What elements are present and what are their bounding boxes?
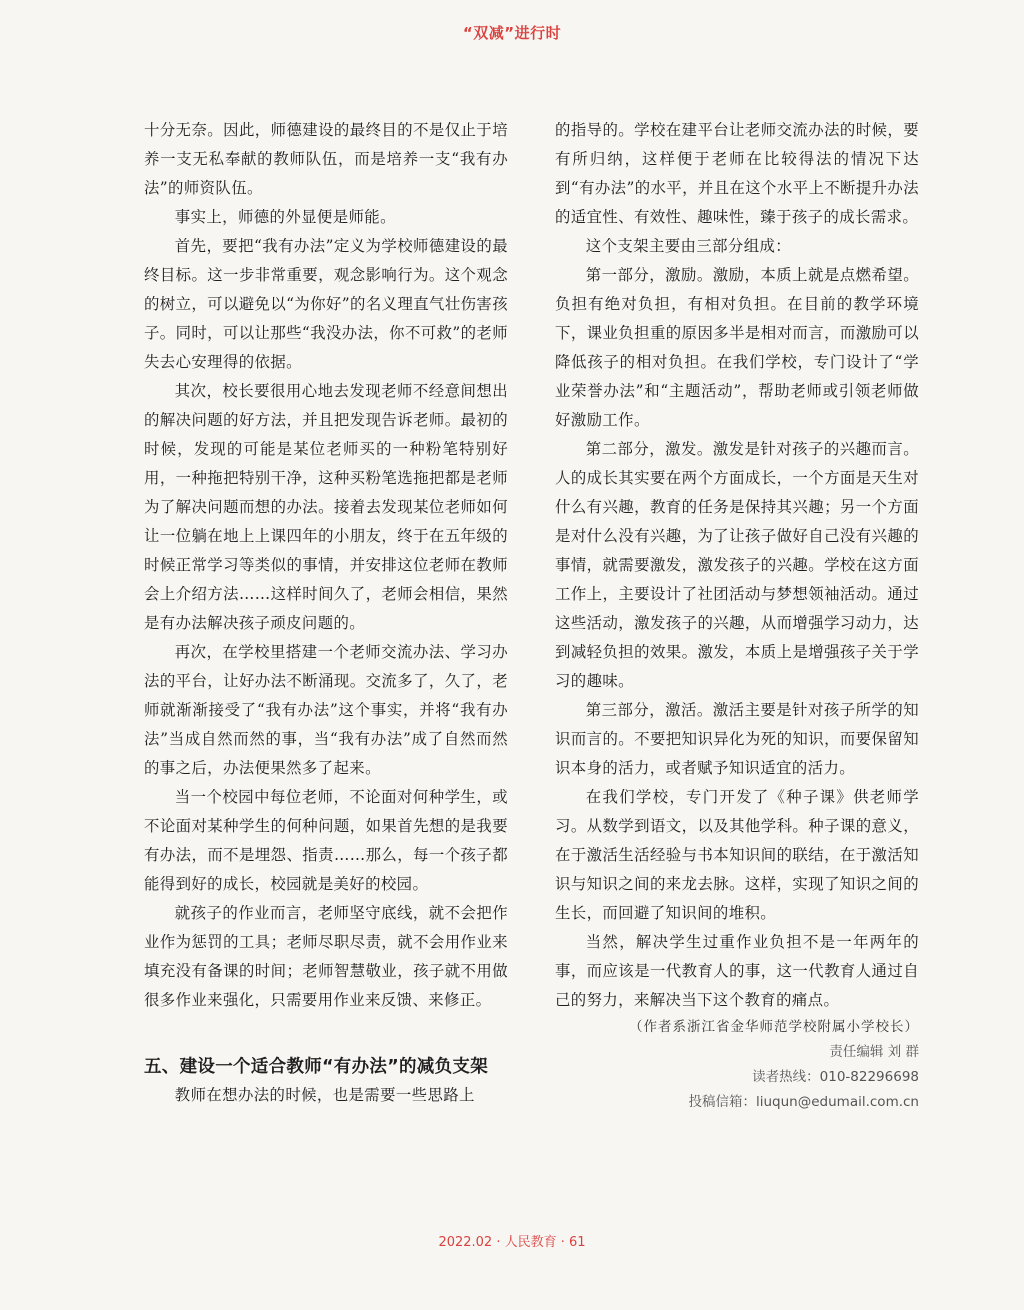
right-column: [555, 116, 919, 1115]
paragraph: 事实上，师德的外显便是师能。: [174, 208, 396, 226]
paragraph: 其次，校长要很用心地去发现老师不经意间想出的解决问题的好方法，并且把发现告诉老师。最初的时候，发现的可能是某位老师买的一种粉笔特别好用，一种拖把特别干净，这种买粉笔选拖把都是老师为了解决问题而想的办法。接着去发现某位老师如何让一位躺在地上上课四年的小朋友，终于在五年级的时候正常学习等类似的事情，并安排这位老师在教师会上介绍方法……这样时间久了，老师会相信，果然是有办法解决孩子顽皮问题的。: [144, 382, 508, 632]
paragraph: 再次，在学校里搭建一个老师交流办法、学习办法的平台，让好办法不断涌现。交流多了，久了，老师就渐渐接受了“我有办法”这个事实，并将“我有办法”当成自然而然的事，当“我有办法”成了自然而然的事之后，办法便果然多了起来。: [144, 643, 508, 777]
left-column: [144, 116, 508, 1110]
paragraph: 这个支架主要由三部分组成：: [585, 237, 792, 255]
paragraph: 的指导的。学校在建平台让老师交流办法的时候，要有所归纳，这样便于老师在比较得法的情况下达到“有办法”的水平，并且在这个水平上不断提升办法的适宜性、有效性、趣味性，臻于孩子的成长需求。: [555, 121, 919, 226]
section-header: “双减”进行时: [462, 24, 562, 42]
paragraph: 当然，解决学生过重作业负担不是一年两年的事，而应该是一代教育人的事，这一代教育人通过自己的努力，来解决当下这个教育的痛点。: [555, 933, 919, 1009]
reader-hotline: 读者热线：010-82296698: [752, 1069, 919, 1085]
paragraph: 第一部分，激励。激励，本质上就是点燃希望。负担有绝对负担，有相对负担。在目前的教学环境下，课业负担重的原因多半是相对而言，而激励可以降低孩子的相对负担。在我们学校，专门设计了“学业荣誉办法”和“主题活动”，帮助老师或引领老师做好激励工作。: [555, 266, 919, 429]
paragraph: 就孩子的作业而言，老师坚守底线，就不会把作业作为惩罚的工具；老师尽职尽责，就不会用作业来填充没有备课的时间；老师智慧敬业，孩子就不用做很多作业来强化，只需要用作业来反馈、来修正。: [144, 904, 508, 1009]
paragraph: 第三部分，激活。激活主要是针对孩子所学的知识而言的。不要把知识异化为死的知识，而要保留知识本身的活力，或者赋予知识适宜的活力。: [555, 701, 919, 777]
submission-email: 投稿信箱：liuqun@edumail.com.cn: [688, 1094, 919, 1110]
paragraph: 第二部分，激发。激发是针对孩子的兴趣而言。人的成长其实要在两个方面成长，一个方面是天生对什么有兴趣，教育的任务是保持其兴趣；另一个方面是对什么没有兴趣，为了让孩子做好自己没有兴趣的事情，就需要激发，激发孩子的兴趣。学校在这方面工作上，主要设计了社团活动与梦想领袖活动。通过这些活动，激发孩子的兴趣，从而增强学习动力，达到减轻负担的效果。激发，本质上是增强孩子关于学习的趣味。: [555, 440, 919, 690]
paragraph: 首先，要把“我有办法”定义为学校师德建设的最终目标。这一步非常重要，观念影响行为。这个观念的树立，可以避免以“为你好”的名义理直气壮伤害孩子。同时，可以让那些“我没办法，你不可救”的老师失去心安理得的依据。: [144, 237, 508, 371]
section-heading: 五、建设一个适合教师“有办法”的减负支架: [144, 1057, 489, 1077]
author-note: （作者系浙江省金华师范学校附属小学校长）: [629, 1019, 919, 1035]
editor-credit: 责任编辑 刘 群: [829, 1044, 919, 1060]
paragraph: 当一个校园中每位老师，不论面对何种学生，或不论面对某种学生的何种问题，如果首先想的是我要有办法，而不是埋怨、指责……那么，每一个孩子都能得到好的成长，校园就是美好的校园。: [144, 788, 508, 893]
page-footer: 2022.02 · 人民教育 · 61: [438, 1235, 586, 1250]
paragraph: 在我们学校，专门开发了《种子课》供老师学习。从数学到语文，以及其他学科。种子课的意义，在于激活生活经验与书本知识间的联结，在于激活知识与知识之间的来龙去脉。这样，实现了知识之间的生长，而回避了知识间的堆积。: [555, 788, 919, 922]
paragraph: 十分无奈。因此，师德建设的最终目的不是仅止于培养一支无私奉献的教师队伍，而是培养一支“我有办法”的师资队伍。: [144, 121, 508, 197]
paragraph: 教师在想办法的时候，也是需要一些思路上: [174, 1086, 475, 1104]
